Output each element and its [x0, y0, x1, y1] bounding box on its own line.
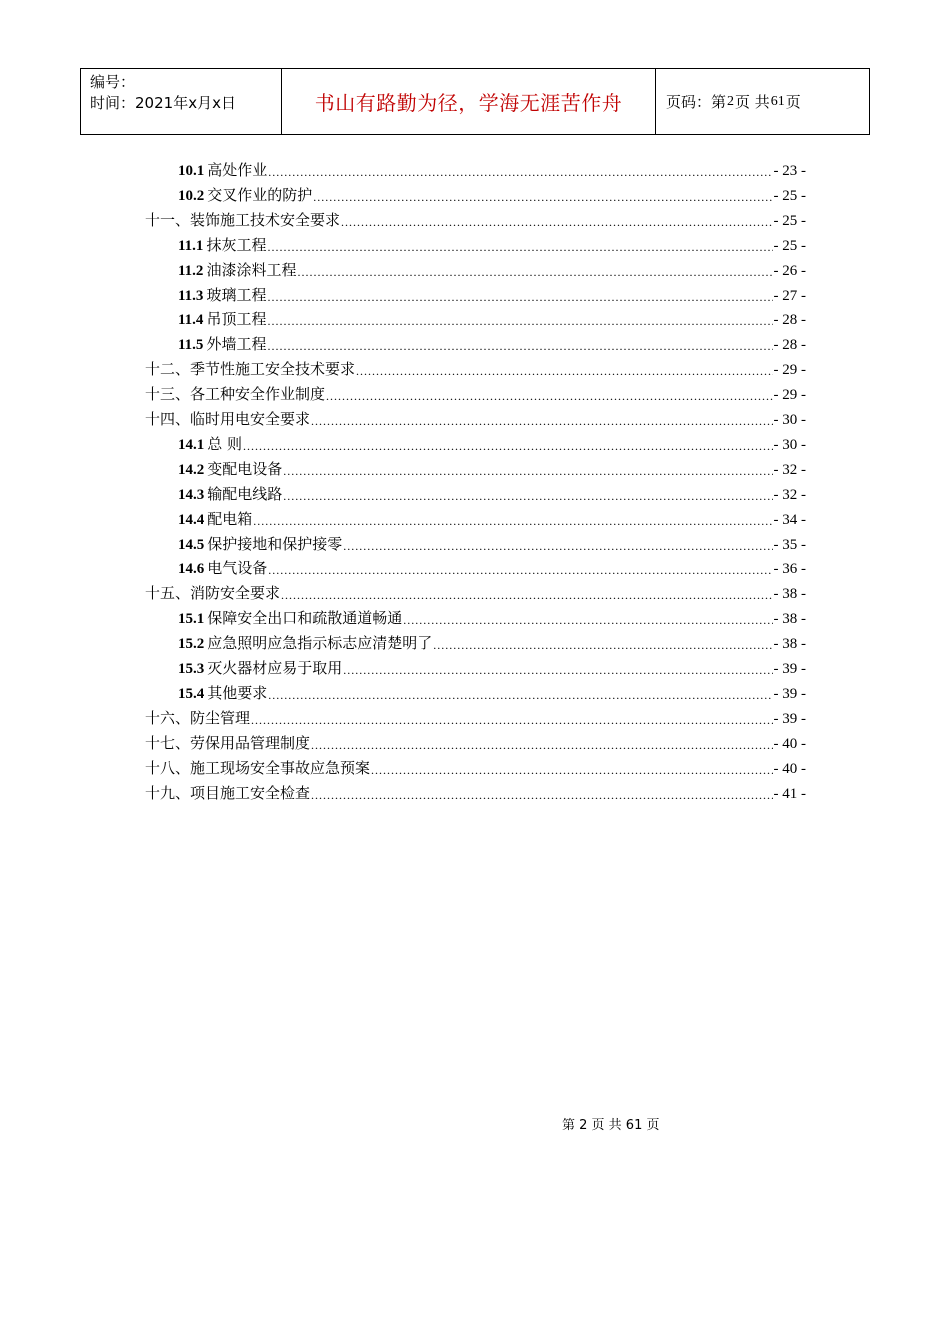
- toc-dot-leader: [371, 762, 772, 778]
- toc-entry-page: - 29 -: [773, 387, 806, 404]
- toc-entry[interactable]: [178, 681, 806, 703]
- toc-entry-title: 十九、项目施工安全检查: [145, 783, 311, 802]
- toc-entry[interactable]: [178, 158, 806, 180]
- toc-entry-page: - 38 -: [773, 586, 806, 603]
- page-label-prefix: 页码：第: [666, 93, 727, 111]
- toc-entry-number: 15.4: [178, 685, 205, 702]
- toc-entry[interactable]: [145, 756, 806, 778]
- toc-dot-leader: [311, 413, 772, 429]
- toc-entry-number: 10.1: [178, 163, 205, 179]
- toc-entry[interactable]: [178, 258, 806, 280]
- toc-entry-title: 高处作业: [207, 161, 268, 179]
- page-label-suffix: 页: [785, 93, 801, 111]
- toc-entry[interactable]: [178, 606, 806, 628]
- toc-dot-leader: [268, 687, 772, 703]
- toc-dot-leader: [313, 189, 772, 205]
- toc-dot-leader: [267, 313, 772, 329]
- toc-entry-title: 十五、消防安全要求: [145, 584, 281, 603]
- toc-entry-page: - 32 -: [773, 486, 806, 503]
- toc-entry[interactable]: [178, 307, 806, 329]
- toc-entry-number: 14.2: [178, 461, 205, 478]
- toc-dot-leader: [311, 737, 772, 753]
- toc-entry-title: 变配电设备: [207, 459, 283, 478]
- toc-entry[interactable]: [178, 332, 806, 354]
- toc-dot-leader: [356, 363, 772, 379]
- toc-entry-page: - 23 -: [773, 163, 806, 179]
- toc-entry-page: - 39 -: [773, 661, 806, 677]
- toc-entry-page: - 40 -: [773, 760, 806, 777]
- toc-entry-title: 十六、防尘管理: [145, 708, 251, 727]
- toc-entry[interactable]: [145, 706, 806, 728]
- time-value: 2021年x月x日: [135, 94, 236, 112]
- toc-entry-number: 15.2: [178, 636, 205, 653]
- toc-entry-title: 十八、施工现场安全事故应急预案: [145, 758, 371, 777]
- toc-entry-page: - 38 -: [773, 636, 806, 653]
- toc-entry[interactable]: [145, 382, 806, 404]
- toc-entry[interactable]: [178, 183, 806, 205]
- toc-dot-leader: [267, 338, 772, 354]
- page-label-mid: 页 共: [735, 93, 770, 111]
- toc-entry-title: 十七、劳保用品管理制度: [145, 733, 311, 752]
- toc-dot-leader: [343, 662, 772, 678]
- toc-entry-title: 其他要求: [207, 683, 268, 702]
- toc-dot-leader: [253, 513, 772, 529]
- toc-entry[interactable]: [178, 507, 806, 529]
- toc-entry-number: 14.1: [178, 436, 205, 453]
- toc-entry-number: 11.5: [178, 337, 204, 354]
- page-total: 61: [770, 93, 785, 109]
- header-meta-cell: [81, 69, 282, 134]
- toc-dot-leader: [243, 438, 772, 454]
- toc-entry-title: 十二、季节性施工安全技术要求: [145, 360, 356, 379]
- toc-dot-leader: [267, 289, 772, 305]
- toc-entry-title: 十四、临时用电安全要求: [145, 410, 311, 428]
- toc-dot-leader: [283, 463, 772, 479]
- toc-entry[interactable]: [145, 731, 806, 753]
- toc-entry-page: - 35 -: [773, 536, 806, 553]
- toc-entry-title: 配电箱: [207, 509, 253, 528]
- page-footer: 第 2 页 共 61 页: [562, 1118, 660, 1133]
- toc-dot-leader: [433, 637, 772, 653]
- toc-entry-number: 11.1: [178, 237, 204, 254]
- toc-entry[interactable]: [178, 482, 806, 504]
- toc-entry-page: - 36 -: [773, 561, 806, 578]
- toc-entry[interactable]: [178, 233, 806, 255]
- toc-entry-page: - 25 -: [773, 237, 806, 254]
- time-line: [90, 93, 281, 114]
- toc-entry-title: 应急照明应急指示标志应清楚明了: [207, 634, 433, 653]
- toc-entry-title: 保障安全出口和疏散通道畅通: [207, 609, 403, 628]
- toc-entry-number: 10.2: [178, 187, 205, 204]
- toc-entry-title: 抹灰工程: [206, 235, 267, 254]
- toc-entry-page: - 28 -: [773, 312, 806, 329]
- header-table: [80, 68, 870, 135]
- toc-entry-page: - 26 -: [773, 262, 806, 279]
- toc-dot-leader: [251, 712, 772, 728]
- toc-entry[interactable]: [178, 283, 806, 305]
- toc-entry-number: 11.4: [178, 312, 204, 329]
- toc-dot-leader: [343, 538, 772, 554]
- toc-entry-title: 十一、装饰施工技术安全要求: [145, 210, 341, 229]
- toc-entry-title: 交叉作业的防护: [207, 185, 313, 204]
- toc-entry-page: - 30 -: [773, 412, 806, 428]
- page-current: 2: [727, 93, 735, 109]
- toc-entry-number: 14.6: [178, 561, 205, 578]
- toc-entry[interactable]: [145, 357, 806, 379]
- toc-dot-leader: [268, 562, 772, 578]
- toc-entry[interactable]: [145, 407, 806, 429]
- toc-dot-leader: [326, 388, 772, 404]
- toc-entry[interactable]: [178, 532, 806, 554]
- toc-entry-title: 保护接地和保护接零: [207, 534, 343, 553]
- toc-entry[interactable]: [178, 432, 806, 454]
- toc-entry[interactable]: [178, 631, 806, 653]
- toc-entry-page: - 32 -: [773, 461, 806, 478]
- toc-dot-leader: [341, 214, 772, 230]
- toc-entry-title: 电气设备: [207, 559, 268, 578]
- toc-entry-page: - 30 -: [773, 436, 806, 453]
- toc-dot-leader: [267, 239, 772, 255]
- toc-entry-page: - 25 -: [773, 187, 806, 204]
- time-label: 时间：: [90, 94, 136, 112]
- toc-entry-title: 外墙工程: [206, 335, 267, 354]
- toc-entry-title: 油漆涂料工程: [206, 260, 297, 279]
- toc-entry-page: - 34 -: [773, 511, 806, 528]
- toc-entry[interactable]: [145, 581, 806, 603]
- toc-entry-page: - 38 -: [773, 611, 806, 628]
- toc-entry-number: 14.5: [178, 536, 205, 553]
- toc-entry-number: 14.3: [178, 486, 205, 503]
- toc-entry[interactable]: [145, 208, 806, 230]
- toc-entry-title: 输配电线路: [207, 484, 283, 503]
- toc-entry-page: - 39 -: [773, 685, 806, 702]
- toc-entry[interactable]: [178, 457, 806, 479]
- toc-entry-number: 15.1: [178, 611, 205, 628]
- toc-entry-title: 吊顶工程: [206, 310, 267, 329]
- toc-entry-number: 15.3: [178, 661, 205, 677]
- serial-label: 编号：: [90, 73, 136, 91]
- toc-dot-leader: [297, 264, 772, 280]
- header-page-cell: [656, 69, 869, 134]
- toc-dot-leader: [283, 488, 772, 504]
- motto: 书山有路勤为径，学海无涯苦作舟: [282, 69, 656, 134]
- toc-entry-page: - 29 -: [773, 362, 806, 379]
- toc-entry[interactable]: [145, 781, 806, 803]
- toc-entry-page: - 39 -: [773, 710, 806, 727]
- toc-entry-number: 14.4: [178, 511, 205, 528]
- toc-entry-number: 11.2: [178, 262, 204, 279]
- toc-entry-title: 灭火器材应易于取用: [207, 659, 343, 677]
- toc-dot-leader: [403, 612, 772, 628]
- toc-dot-leader: [268, 164, 772, 180]
- toc-entry-title: 总 则: [207, 434, 243, 453]
- toc-dot-leader: [311, 787, 772, 803]
- toc-entry-page: - 40 -: [773, 735, 806, 752]
- toc-dot-leader: [281, 587, 772, 603]
- toc-entry-title: 十三、各工种安全作业制度: [145, 385, 326, 404]
- toc-entry-page: - 28 -: [773, 337, 806, 354]
- toc-entry-number: 11.3: [178, 287, 204, 304]
- toc-entry[interactable]: [178, 656, 806, 678]
- toc-entry-page: - 27 -: [773, 287, 806, 304]
- toc-entry-page: - 41 -: [773, 785, 806, 802]
- toc-entry-page: - 25 -: [773, 212, 806, 229]
- toc-entry[interactable]: [178, 556, 806, 578]
- toc-entry-title: 玻璃工程: [206, 285, 267, 304]
